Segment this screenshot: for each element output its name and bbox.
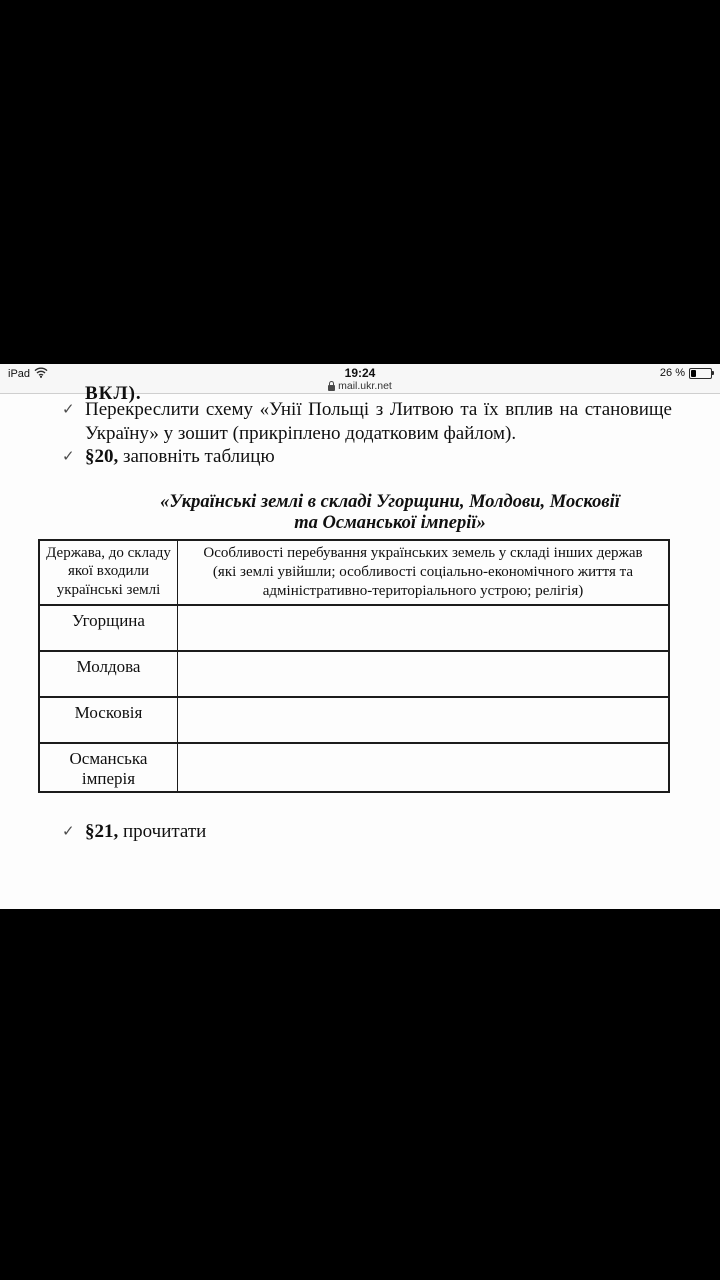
checklist-item-text: Перекреслити схему «Унії Польщі з Литвою та їх вплив на становище Україну» у зошит (прикріплено додатковим файлом). (85, 399, 672, 444)
checklist-item-text: прочитати (118, 820, 207, 842)
checkmark-icon: ✓ (62, 400, 75, 418)
header-cell-state: Держава, до складу якої входили українські землі (39, 540, 178, 605)
url-text: mail.ukr.net (338, 380, 392, 392)
table-row (39, 651, 669, 697)
table-row (39, 697, 669, 743)
checkmark-icon: ✓ (62, 821, 75, 840)
table-title (0, 492, 720, 534)
checklist-item-scheme (62, 398, 672, 445)
checkmark-icon: ✓ (62, 447, 75, 465)
clipped-text-line (85, 383, 720, 404)
checklist-item-text: заповніть таблицю (118, 446, 275, 467)
checklist (62, 398, 672, 469)
cell-state: Османська імперія (39, 743, 178, 792)
cell-details-empty (178, 697, 670, 743)
cell-details-empty (178, 605, 670, 651)
checklist-item-p21 (62, 820, 672, 844)
cell-details-empty (178, 743, 670, 792)
status-time: 19:24 (344, 366, 376, 380)
battery-icon (689, 368, 712, 379)
checklist-item-p20 (62, 445, 672, 469)
assignment-table (38, 539, 670, 793)
table-header-row (39, 540, 669, 605)
cell-state: Московія (39, 697, 178, 743)
battery-fill (691, 370, 696, 377)
header-cell-details: Особливості перебування українських земель у складі інших держав (які землі увійшли; особливості соціально-економічного життя та адміністративно-територіального устрою; релігія) (178, 540, 670, 605)
checklist-item-bold: §20, (85, 446, 119, 467)
clipped-text: ВКЛ). (85, 383, 142, 404)
battery-nub (712, 371, 714, 375)
table-row (39, 743, 669, 792)
cell-state: Молдова (39, 651, 178, 697)
cell-details-empty (178, 651, 670, 697)
cell-state: Угорщина (39, 605, 178, 651)
table-row (39, 605, 669, 651)
device-label: iPad (8, 368, 31, 380)
battery-percent-label: 26 % (659, 367, 685, 379)
safari-viewport (0, 364, 720, 909)
table-title-line2: та Османської імперії» (294, 512, 486, 533)
checklist-item-bold: §21, (85, 820, 119, 842)
checklist-footer (62, 820, 672, 844)
table-title-line1: «Українські землі в складі Угорщини, Молдови, Московії (160, 491, 620, 512)
document-page (0, 383, 720, 843)
status-right (660, 367, 712, 379)
